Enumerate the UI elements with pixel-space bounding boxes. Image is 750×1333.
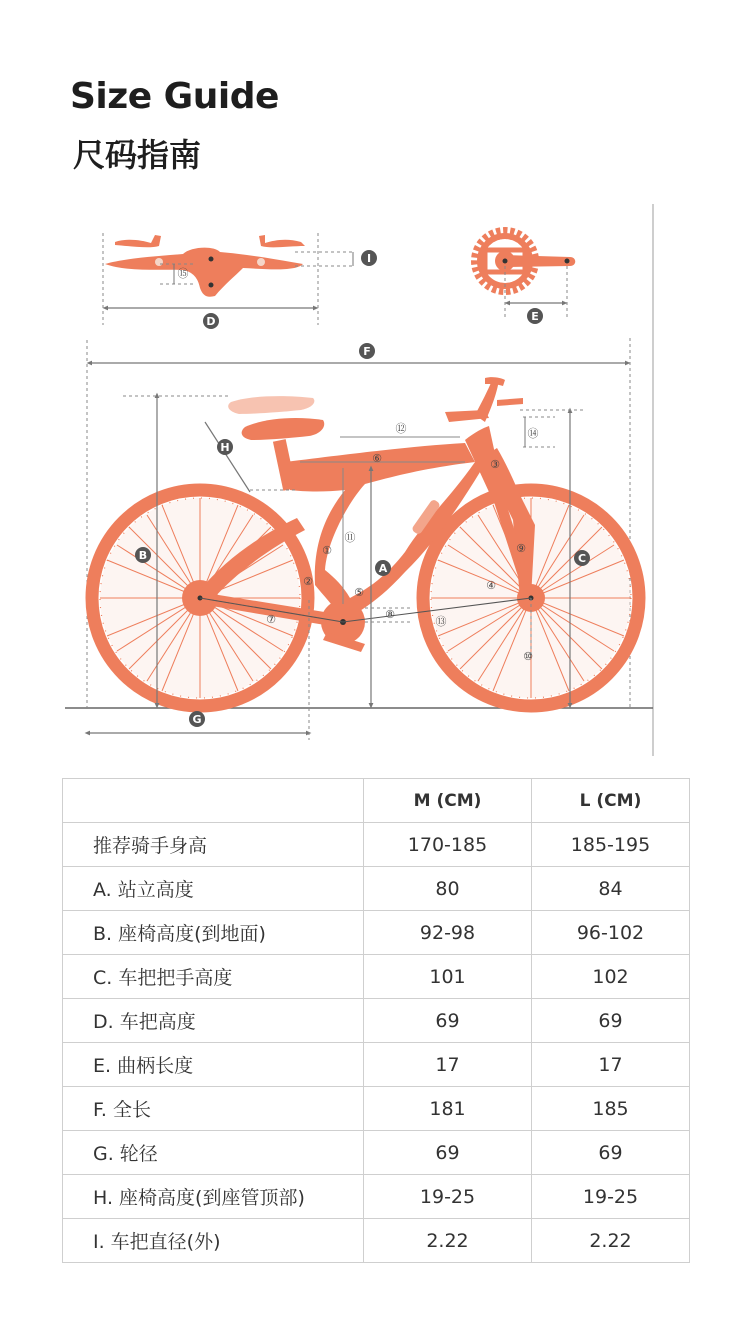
row-label: B. 座椅高度(到地面) — [63, 911, 364, 955]
svg-text:G: G — [192, 713, 202, 726]
row-label: G. 轮径 — [63, 1131, 364, 1175]
badge-A — [375, 560, 391, 576]
svg-text:H: H — [220, 441, 230, 454]
row-value-m: 92-98 — [364, 911, 532, 955]
bike-diagram-svg — [65, 200, 655, 760]
row-value-m: 19-25 — [364, 1175, 532, 1219]
row-label: D. 车把高度 — [63, 999, 364, 1043]
table-row — [63, 1131, 690, 1175]
row-value-m: 101 — [364, 955, 532, 999]
row-label: E. 曲柄长度 — [63, 1043, 364, 1087]
row-label: A. 站立高度 — [63, 867, 364, 911]
size-table — [62, 778, 690, 1263]
marker-11: ⑪ — [344, 531, 356, 544]
svg-text:C: C — [577, 552, 587, 565]
page-title-cn: 尺码指南 — [73, 136, 202, 174]
row-label: F. 全长 — [63, 1087, 364, 1131]
marker-7: ⑦ — [266, 613, 276, 626]
marker-15: ⑮ — [177, 267, 189, 280]
row-value-l: 102 — [532, 955, 690, 999]
row-value-l: 69 — [532, 999, 690, 1043]
table-row — [63, 1043, 690, 1087]
marker-3: ③ — [490, 458, 500, 471]
svg-text:D: D — [206, 315, 216, 328]
row-value-l: 2.22 — [532, 1219, 690, 1263]
marker-4: ④ — [486, 579, 496, 592]
row-value-l: 185-195 — [532, 823, 690, 867]
badge-E — [527, 308, 543, 324]
table-row — [63, 867, 690, 911]
row-value-l: 84 — [532, 867, 690, 911]
badge-C — [574, 550, 590, 566]
row-value-l: 69 — [532, 1131, 690, 1175]
marker-8: ⑧ — [385, 608, 395, 621]
row-label: 推荐骑手身高 — [63, 823, 364, 867]
badge-G — [189, 711, 205, 727]
row-label: H. 座椅高度(到座管顶部) — [63, 1175, 364, 1219]
badge-B — [135, 547, 151, 563]
table-row — [63, 1175, 690, 1219]
bicycle — [92, 377, 639, 706]
header-blank — [63, 779, 364, 823]
marker-10: ⑩ — [523, 650, 533, 663]
header-size-m: M (CM) — [364, 779, 532, 823]
marker-12: ⑫ — [395, 422, 407, 435]
row-value-l: 185 — [532, 1087, 690, 1131]
svg-text:F: F — [363, 345, 371, 358]
table-row — [63, 1219, 690, 1263]
badge-I — [361, 250, 377, 266]
marker-14: ⑭ — [527, 427, 539, 440]
marker-2: ② — [303, 575, 313, 588]
svg-text:I: I — [366, 252, 372, 265]
page-title-en: Size Guide — [70, 76, 279, 117]
badge-H — [217, 439, 233, 455]
row-value-m: 69 — [364, 999, 532, 1043]
row-value-m: 80 — [364, 867, 532, 911]
row-value-l: 96-102 — [532, 911, 690, 955]
row-value-m: 2.22 — [364, 1219, 532, 1263]
table-row — [63, 999, 690, 1043]
row-value-m: 181 — [364, 1087, 532, 1131]
row-value-l: 19-25 — [532, 1175, 690, 1219]
svg-text:A: A — [378, 562, 388, 575]
handlebar-detail — [103, 233, 355, 325]
table-row — [63, 1087, 690, 1131]
row-value-m: 170-185 — [364, 823, 532, 867]
bike-size-diagram — [65, 200, 655, 760]
table-row — [63, 911, 690, 955]
marker-5: ⑤ — [354, 586, 364, 599]
row-label: C. 车把把手高度 — [63, 955, 364, 999]
table-row — [63, 955, 690, 999]
row-label: I. 车把直径(外) — [63, 1219, 364, 1263]
marker-1: ① — [322, 544, 332, 557]
svg-text:B: B — [138, 549, 148, 562]
badge-D — [203, 313, 219, 329]
table-header-row — [63, 779, 690, 823]
row-value-m: 17 — [364, 1043, 532, 1087]
crank-detail — [477, 233, 575, 318]
badge-F — [359, 343, 375, 359]
row-value-m: 69 — [364, 1131, 532, 1175]
table-row — [63, 823, 690, 867]
marker-9: ⑨ — [516, 542, 526, 555]
header-size-l: L (CM) — [532, 779, 690, 823]
marker-6: ⑥ — [372, 452, 382, 465]
marker-13: ⑬ — [435, 615, 447, 628]
svg-text:E: E — [531, 310, 539, 323]
row-value-l: 17 — [532, 1043, 690, 1087]
